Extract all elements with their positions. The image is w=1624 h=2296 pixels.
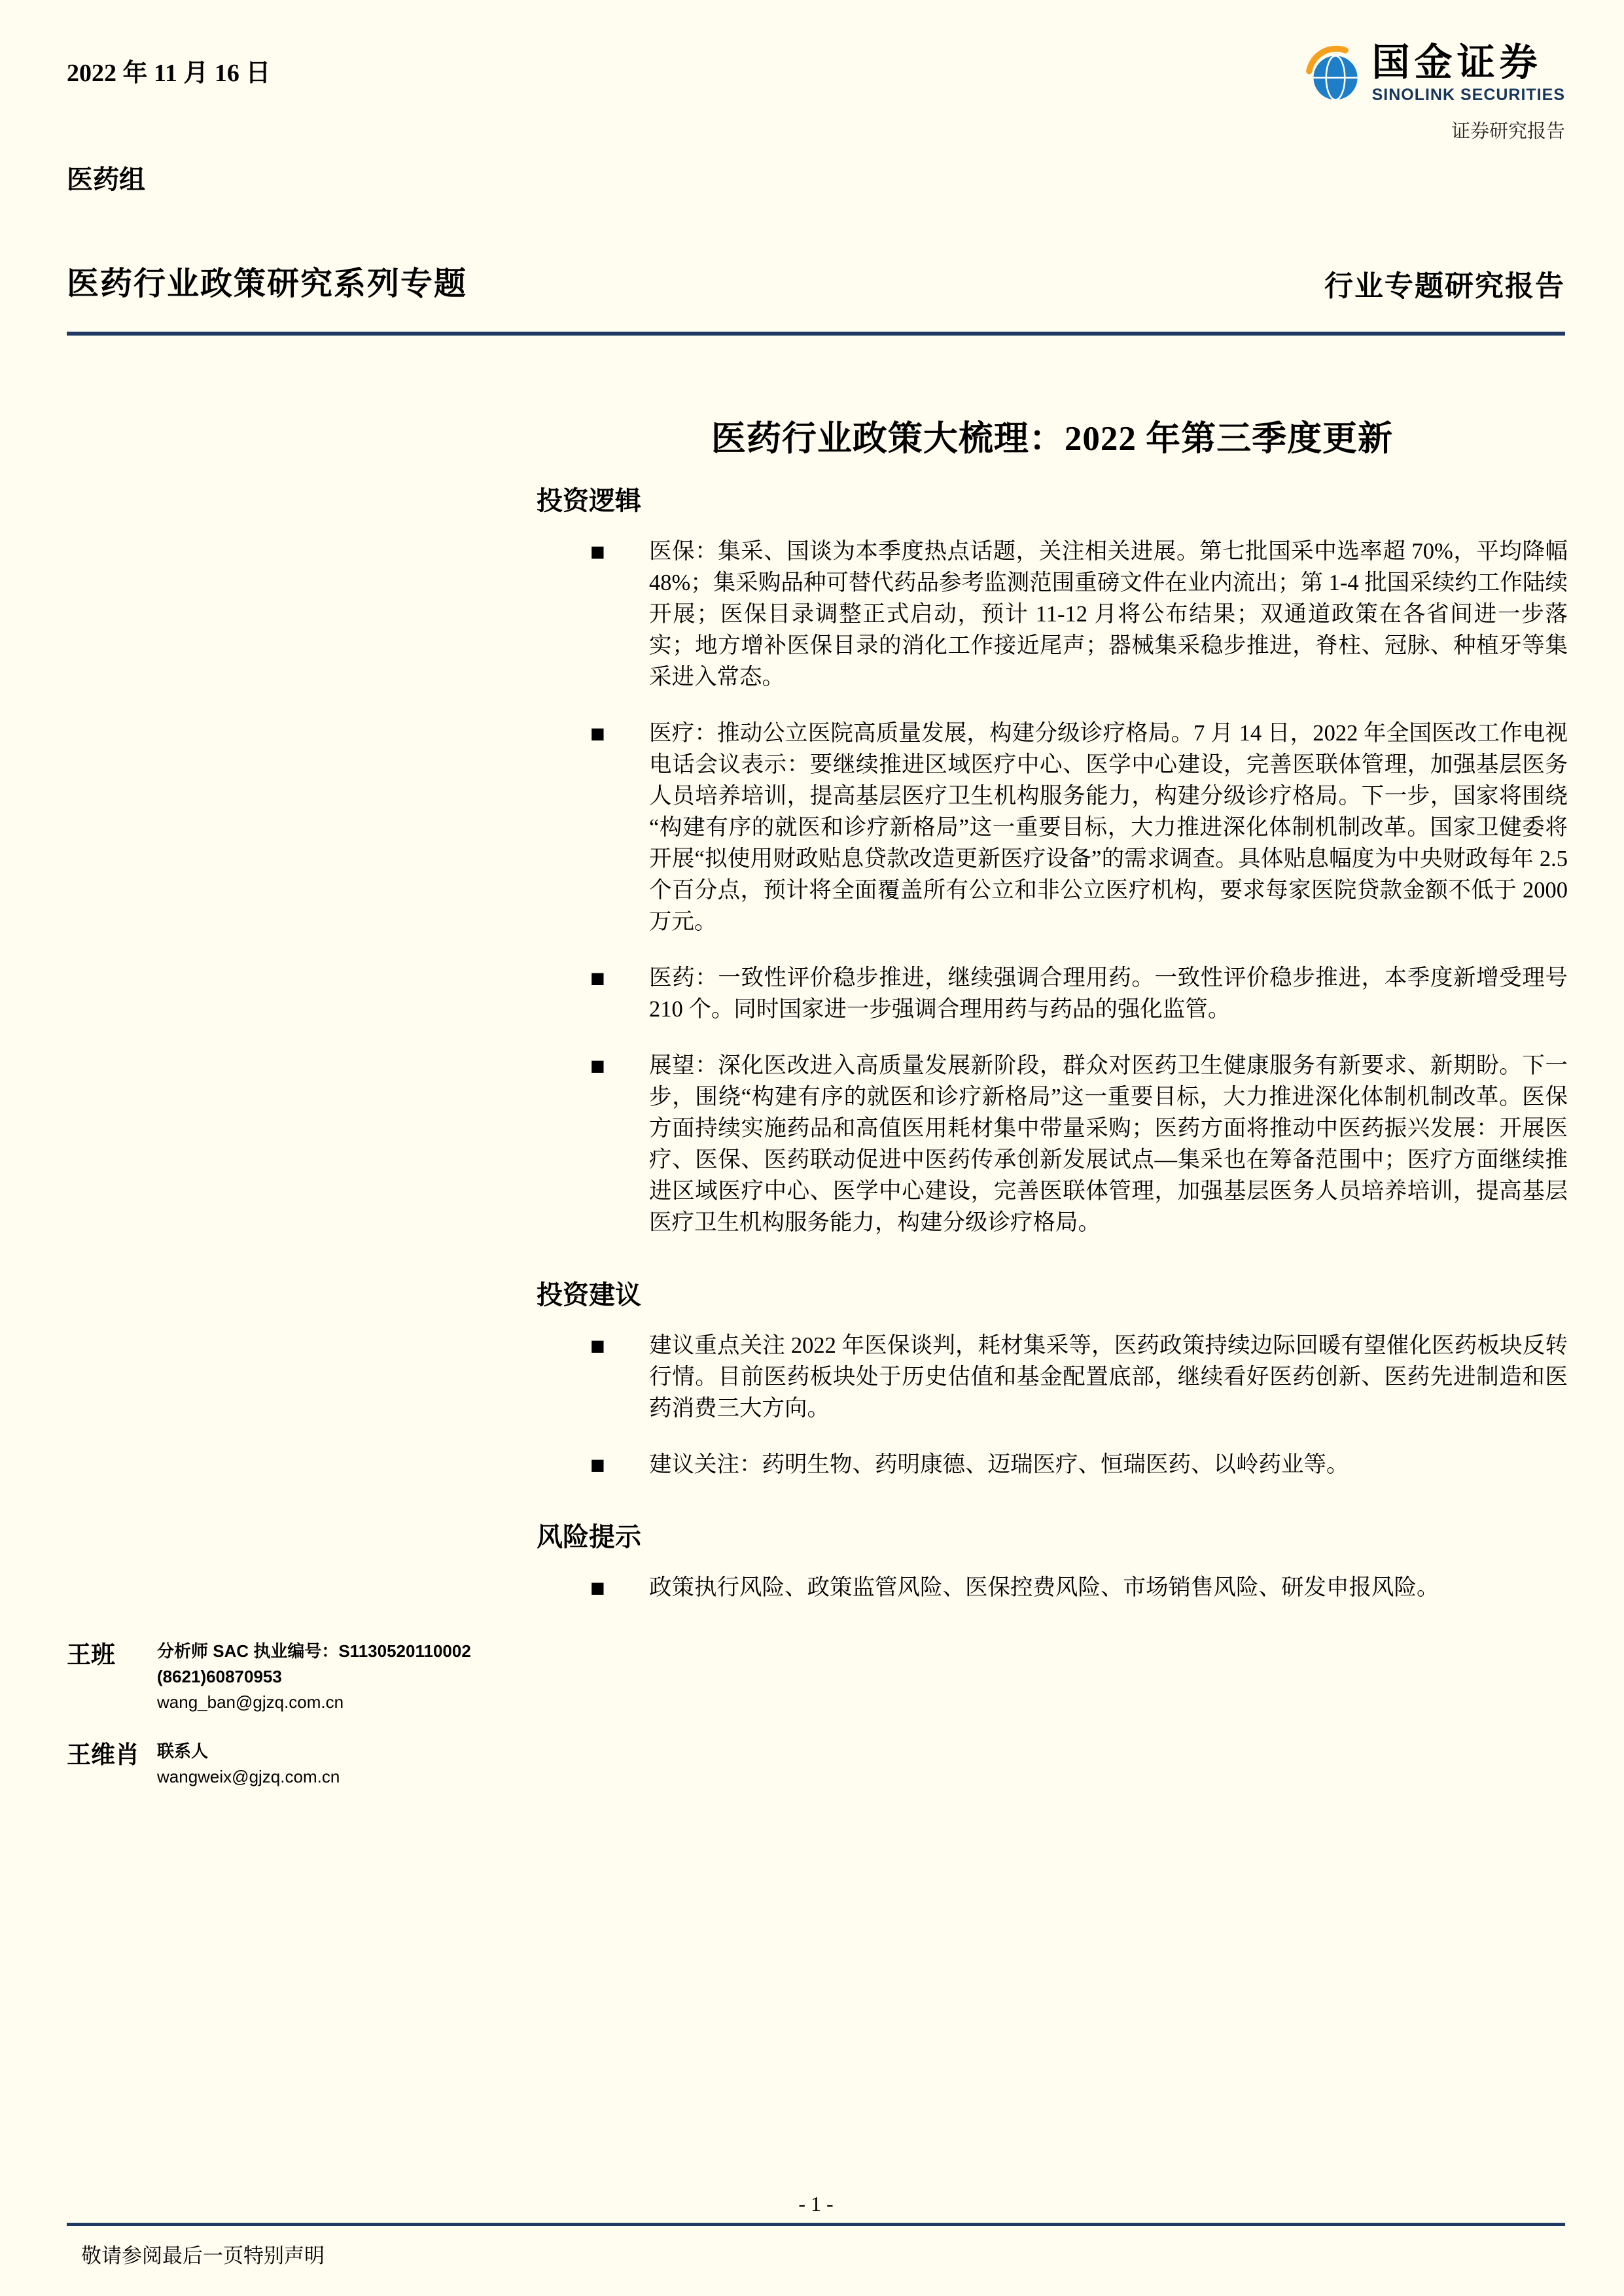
analyst-name: 王维肖 [67, 1742, 139, 1769]
bullet-item [537, 962, 1568, 1025]
bullet-text-medical-insurance: 医保：集采、国谈为本季度热点话题，关注相关进展。第七批国采中选率超 70%，平均降幅 48%；集采购品种可替代药品参考监测范围重磅文件在业内流出；第 1-4 批国采续约工作陆续开展；医保目录调整正式启动，预计 11-12 月将公布结果；双通道政策在各省间进一步落实；地方增补医保目录的消化工作接近尾声；器械集采稳步推进，脊柱、冠脉、种植牙等集采进入常态。 [649, 539, 1568, 689]
bullet-square-icon: ■ [590, 1455, 605, 1474]
analyst-email-link[interactable]: wangweix@gjzq.com.cn [157, 1767, 340, 1786]
bullet-item [537, 718, 1568, 937]
brand-block [1301, 43, 1565, 143]
footer-disclaimer: 敬请参阅最后一页特别声明 [81, 2244, 325, 2267]
section-heading-risk-warning: 风险提示 [537, 1522, 641, 1552]
page-footer [67, 2192, 1565, 2269]
bullet-square-icon: ■ [590, 542, 605, 561]
section-risk-warning [537, 1516, 1568, 1603]
section-heading-investment-advice: 投资建议 [537, 1280, 641, 1310]
header-divider [67, 332, 1565, 336]
section-investment-logic [537, 480, 1568, 1238]
bullet-text-advice-focus: 建议重点关注 2022 年医保谈判，耗材集采等，医药政策持续边际回暖有望催化医药板块反转行情。目前医药板块处于历史估值和基金配置底部，继续看好医药创新、医药先进制造和医药消费三大方向。 [649, 1333, 1568, 1421]
analyst-entry [67, 1635, 1565, 1715]
bullet-item [537, 1449, 1568, 1480]
bullet-square-icon: ■ [590, 1336, 605, 1355]
section-investment-advice [537, 1274, 1568, 1480]
research-group-label: 医药组 [67, 165, 145, 194]
analyst-email-link[interactable]: wang_ban@gjzq.com.cn [157, 1692, 344, 1712]
analyst-block [67, 1635, 1565, 1790]
bullet-text-outlook: 展望：深化医改进入高质量发展新阶段，群众对医药卫生健康服务有新要求、新期盼。下一步，围绕“构建有序的就医和诊疗新格局”这一重要目标，大力推进深化体制机制改革。医保方面持续实施药品和高值医用耗材集中带量采购；医药方面将推动中医药振兴发展：开展医疗、医保、医药联动促进中医药传承创新发展试点—集采也在筹备范围中；医疗方面继续推进区域医疗中心、医学中心建设，完善医联体管理，加强基层医务人员培养培训，提高基层医疗卫生机构服务能力，构建分级诊疗格局。 [649, 1053, 1568, 1235]
report-header [0, 0, 1624, 336]
footer-divider [67, 2223, 1565, 2226]
bullet-item [537, 1330, 1568, 1424]
bullet-square-icon: ■ [590, 1578, 605, 1597]
analyst-role: 联系人 [157, 1741, 209, 1761]
bullet-text-risks: 政策执行风险、政策监管风险、医保控费风险、市场销售风险、研发申报风险。 [649, 1575, 1439, 1600]
analyst-name: 王班 [67, 1642, 115, 1669]
series-title-row [67, 258, 1565, 304]
report-date: 2022 年 11 月 16 日 [67, 60, 271, 87]
bullet-square-icon: ■ [590, 1056, 605, 1075]
bullet-text-advice-stocks: 建议关注：药明生物、药明康德、迈瑞医疗、恒瑞医药、以岭药业等。 [649, 1452, 1349, 1477]
bullet-text-medical-care: 医疗：推动公立医院高质量发展，构建分级诊疗格局。7 月 14 日，2022 年全国医改工作电视电话会议表示：要继续推进区域医疗中心、医学中心建设，完善医联体管理，加强基层医务人员培养培训，提高基层医疗卫生机构服务能力，构建分级诊疗格局。下一步，国家将围绕“构建有序的就医和诊疗新格局”这一重要目标，大力推进深化体制机制改革。国家卫健委将开展“拟使用财政贴息贷款改造更新医疗设备”的需求调查。具体贴息幅度为中央财政每年 2.5 个百分点，预计将全面覆盖所有公立和非公立医疗机构，要求每家医院贷款金额不低于 2000 万元。 [649, 721, 1568, 934]
bullet-item [537, 1572, 1568, 1603]
analyst-credential: 分析师 SAC 执业编号：S1130520110002 [157, 1641, 471, 1661]
analyst-entry [67, 1735, 1565, 1790]
series-title: 医药行业政策研究系列专题 [67, 266, 468, 302]
bullet-text-pharma: 医药：一致性评价稳步推进，继续强调合理用药。一致性评价稳步推进，本季度新增受理号 210 个。同时国家进一步强调合理用药与药品的强化监管。 [649, 965, 1568, 1022]
bullet-item [537, 1050, 1568, 1238]
brand-name-en: SINOLINK SECURITIES [1371, 85, 1565, 104]
sinolink-logo-icon [1301, 44, 1363, 103]
bullet-item [537, 536, 1568, 693]
report-body [537, 411, 1568, 1603]
page-number: - 1 - [798, 2192, 834, 2216]
brand-name: 国金证券 [1371, 41, 1542, 84]
bullet-square-icon: ■ [590, 724, 605, 742]
report-type-label: 行业专题研究报告 [1324, 270, 1565, 302]
report-category-label: 证券研究报告 [1451, 120, 1565, 142]
report-title: 医药行业政策大梳理：2022 年第三季度更新 [711, 420, 1394, 458]
analyst-phone: (8621)60870953 [157, 1667, 282, 1686]
bullet-square-icon: ■ [590, 969, 605, 987]
section-heading-investment-logic: 投资逻辑 [537, 486, 641, 515]
